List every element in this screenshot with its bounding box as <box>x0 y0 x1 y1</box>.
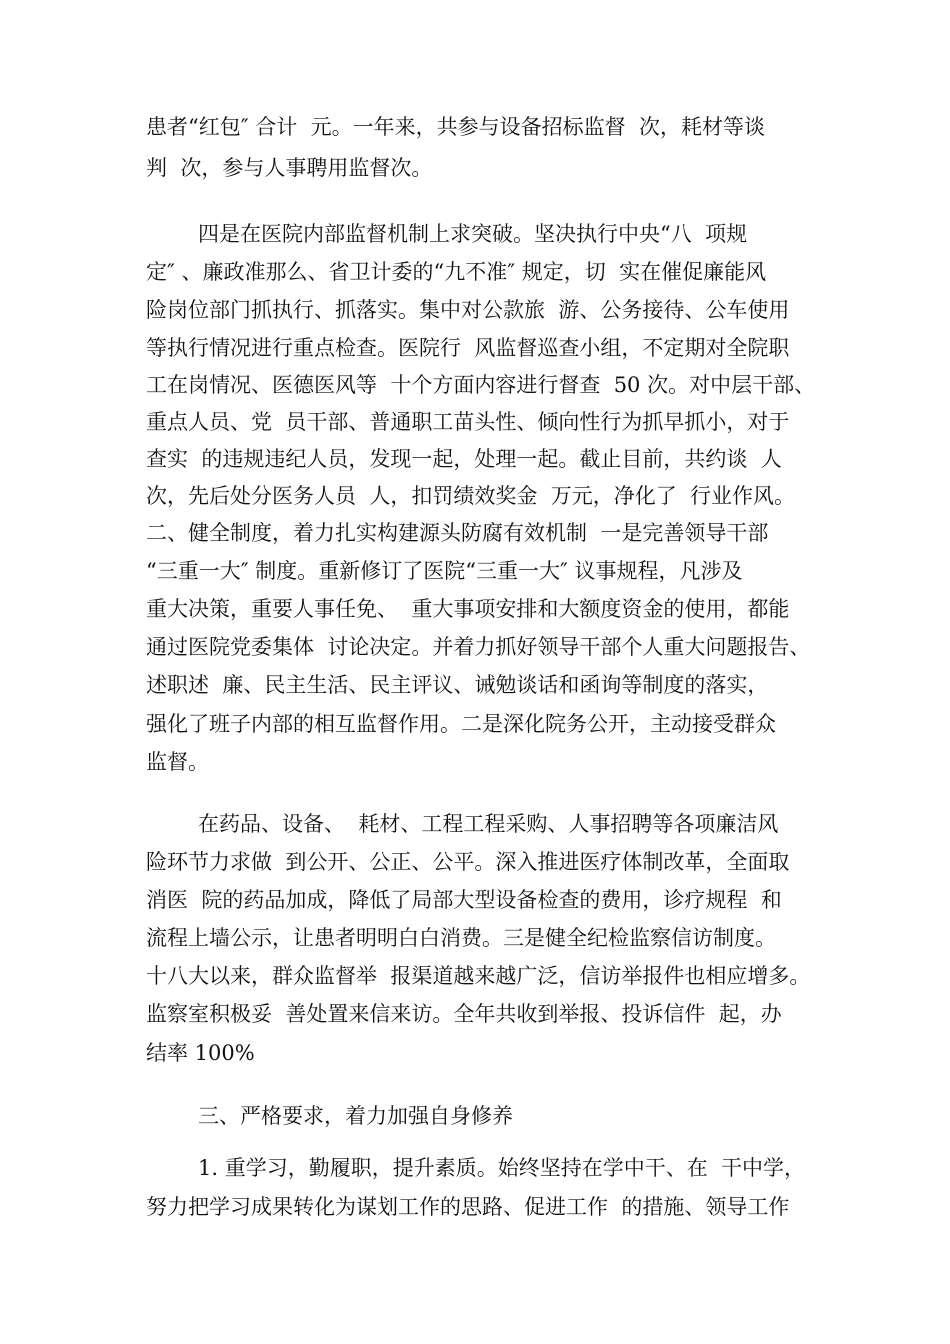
text-line: 消医 院的药品加成，降低了局部大型设备检查的费用，诊疗规程 和 <box>146 888 782 912</box>
text-line: 述职述 廉、民主生活、民主评议、诫勉谈话和函询等制度的落实， <box>146 673 769 697</box>
text-line: 次，先后处分医务人员 人，扣罚绩效奖金 万元，净化了 行业作风。 <box>146 484 796 508</box>
text-line: 重大决策，重要人事任免、 重大事项安排和大额度资金的使用，都能 <box>146 597 790 621</box>
text-line: 通过医院党委集体 讨论决定。并着力抓好领导干部个人重大问题报告、 <box>146 635 811 659</box>
text-line: 结率 100% <box>146 1041 255 1065</box>
text-line: 定″ 、廉政准那么、省卫计委的“九不准″ 规定，切 实在催促廉能风 <box>146 260 767 284</box>
text-line: 判 次，参与人事聘用监督次。 <box>146 156 433 180</box>
text-line: 工在岗情况、医德医风等 十个方面内容进行督查 50 次。对中层干部、 <box>146 373 816 397</box>
text-line: 险岗位部门抓执行、抓落实。集中对公款旅 游、公务接待、公车使用 <box>146 298 790 322</box>
text-line: 重点人员、党 员干部、普通职工苗头性、倾向性行为抓早抓小，对于 <box>146 410 790 434</box>
text-line: 强化了班子内部的相互监督作用。二是深化院务公开，主动接受群众 <box>146 712 776 736</box>
text-line: 十八大以来，群众监督举 报渠道越来越广泛，信访举报件也相应增多。 <box>146 964 811 988</box>
section-heading: 三、严格要求，着力加强自身修养 <box>198 1104 513 1128</box>
text-line: 患者“红包″ 合计 元。一年来，共参与设备招标监督 次，耗材等谈 <box>146 115 765 139</box>
text-line: 查实 的违规违纪人员，发现一起，处理一起。截止目前，共约谈 人 <box>146 447 782 471</box>
text-line: 1. 重学习，勤履职，提升素质。始终坚持在学中干、在 干中学， <box>198 1156 806 1180</box>
text-line: 等执行情况进行重点检查。医院行 风监督巡查小组，不定期对全院职 <box>146 336 790 360</box>
text-line: 监察室积极妥 善处置来信来访。全年共收到举报、投诉信件 起，办 <box>146 1002 782 1026</box>
text-line: “三重一大″ 制度。重新修订了医院“三重一大″ 议事规程，凡涉及 <box>146 559 743 583</box>
text-line: 努力把学习成果转化为谋划工作的思路、促进工作 的措施、领导工作 <box>146 1195 790 1219</box>
text-line: 监督。 <box>146 750 209 774</box>
text-line: 二、健全制度，着力扎实构建源头防腐有效机制 一是完善领导干部 <box>146 521 769 545</box>
text-line: 在药品、设备、 耗材、工程工程采购、人事招聘等各项廉洁风 <box>198 812 779 836</box>
text-line: 四是在医院内部监督机制上求突破。坚决执行中央“八 项规 <box>198 222 748 246</box>
text-line: 险环节力求做 到公开、公正、公平。深入推进医疗体制改革，全面取 <box>146 850 790 874</box>
text-line: 流程上墙公示，让患者明明白白消费。三是健全纪检监察信访制度。 <box>146 926 776 950</box>
